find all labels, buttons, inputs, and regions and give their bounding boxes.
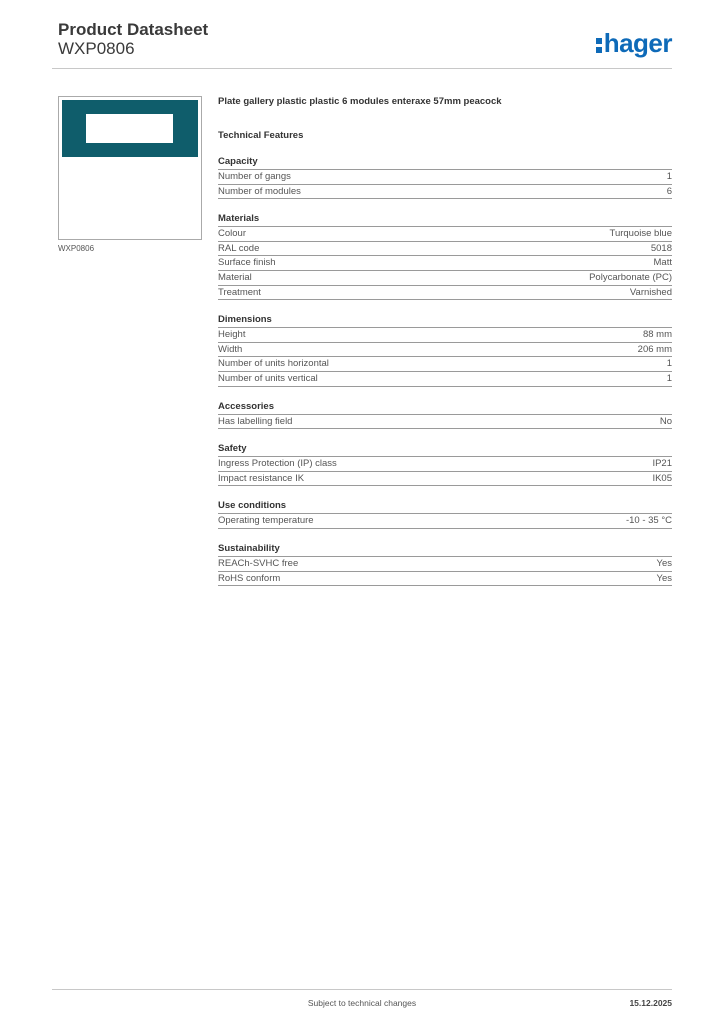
section-materials: [218, 213, 672, 300]
section-dimensions: [218, 314, 672, 386]
feature-value: Matt: [653, 257, 672, 269]
feature-row: [218, 457, 672, 472]
feature-row: [218, 557, 672, 572]
feature-label: Surface finish: [218, 257, 276, 269]
feature-row: [218, 227, 672, 242]
footer-date: 15.12.2025: [629, 998, 672, 1008]
feature-label: RoHS conform: [218, 572, 281, 584]
feature-value: IK05: [652, 472, 672, 484]
feature-value: 5018: [650, 242, 672, 254]
product-code: WXP0806: [58, 39, 135, 58]
product-image: [58, 96, 202, 240]
feature-value: Yes: [656, 557, 672, 569]
datasheet-content: [218, 96, 672, 586]
section-title: Use conditions: [218, 500, 672, 514]
feature-row: [218, 357, 672, 372]
feature-value: 88 mm: [642, 329, 672, 341]
feature-label: Number of modules: [218, 185, 301, 197]
feature-value: No: [659, 415, 672, 427]
section-title: Safety: [218, 443, 672, 457]
logo-text: hager: [603, 28, 672, 58]
feature-row: [218, 185, 672, 200]
feature-label: Operating temperature: [218, 515, 314, 527]
feature-value: -10 - 35 °C: [625, 515, 672, 527]
feature-label: Treatment: [218, 286, 261, 298]
footer-note: Subject to technical changes: [307, 998, 417, 1008]
section-sustainability: [218, 543, 672, 586]
hager-logo: [596, 28, 672, 59]
feature-label: Ingress Protection (IP) class: [218, 458, 337, 470]
feature-label: Width: [218, 343, 243, 355]
feature-value: Yes: [656, 572, 672, 584]
section-title: Sustainability: [218, 543, 672, 557]
feature-row: [218, 328, 672, 343]
feature-label: Height: [218, 329, 246, 341]
feature-row: [218, 242, 672, 257]
feature-row: [218, 572, 672, 587]
feature-row: [218, 472, 672, 487]
section-title: Accessories: [218, 401, 672, 415]
feature-row: [218, 271, 672, 286]
product-description: Plate gallery plastic plastic 6 modules enteraxe 57mm peacock: [218, 96, 502, 107]
plate-window: [86, 114, 173, 143]
feature-value: Polycarbonate (PC): [589, 271, 672, 283]
plate-illustration: [62, 100, 198, 157]
feature-row: [218, 514, 672, 529]
feature-sections: [218, 156, 672, 586]
feature-value: 1: [666, 358, 672, 370]
image-caption: WXP0806: [58, 244, 95, 253]
feature-value: Turquoise blue: [609, 228, 672, 240]
section-accessories: [218, 401, 672, 430]
feature-label: Number of units vertical: [218, 372, 318, 384]
feature-row: [218, 343, 672, 358]
footer-divider: [52, 989, 672, 990]
feature-row: [218, 170, 672, 185]
feature-value: 6: [666, 185, 672, 197]
section-capacity: [218, 156, 672, 199]
header-divider: [52, 68, 672, 69]
section-title: Materials: [218, 213, 672, 227]
feature-value: 206 mm: [637, 343, 672, 355]
feature-label: Number of units horizontal: [218, 358, 329, 370]
feature-label: Number of gangs: [218, 171, 291, 182]
feature-label: REACh-SVHC free: [218, 557, 299, 569]
page-header: [58, 20, 672, 68]
feature-label: Colour: [218, 228, 246, 240]
feature-value: 1: [666, 171, 672, 182]
logo-dots-icon: [596, 33, 602, 53]
feature-row: [218, 415, 672, 430]
section-title: Dimensions: [218, 314, 672, 328]
section-safety: [218, 443, 672, 486]
technical-features-heading: Technical Features: [218, 130, 304, 141]
feature-label: Impact resistance IK: [218, 472, 305, 484]
feature-row: [218, 286, 672, 301]
feature-value: 1: [666, 372, 672, 384]
feature-label: Has labelling field: [218, 415, 293, 427]
document-title: Product Datasheet: [58, 20, 209, 39]
feature-label: RAL code: [218, 242, 260, 254]
section-title: Capacity: [218, 156, 672, 170]
feature-value: Varnished: [629, 286, 672, 298]
feature-value: IP21: [652, 458, 672, 470]
section-use-conditions: [218, 500, 672, 529]
feature-label: Material: [218, 271, 252, 283]
feature-row: [218, 256, 672, 271]
feature-row: [218, 372, 672, 387]
